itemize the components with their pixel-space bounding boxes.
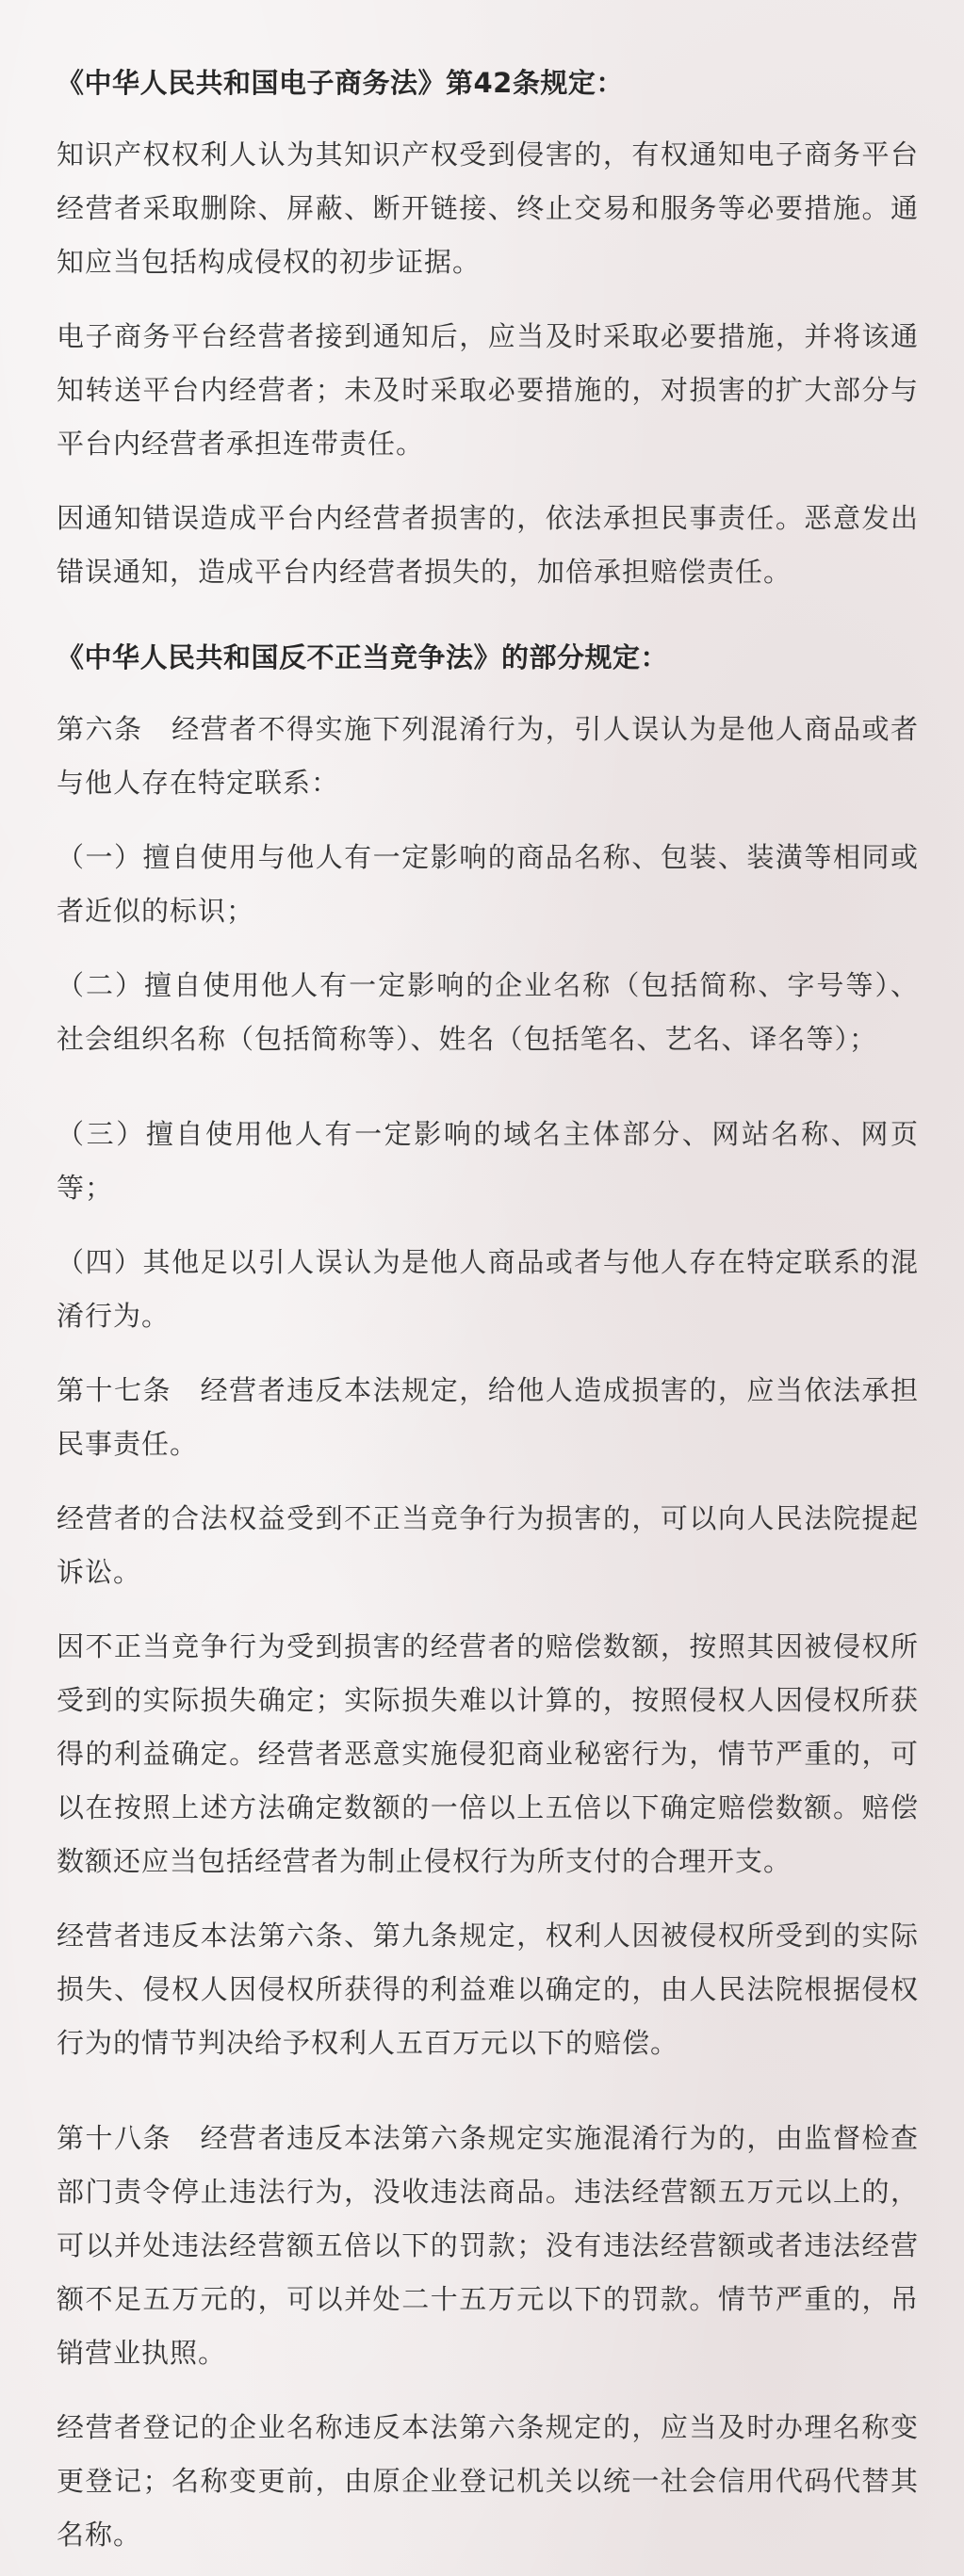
section-heading: 《中华人民共和国反不正当竞争法》的部分规定：: [57, 641, 669, 673]
paragraph: 经营者登记的企业名称违反本法第六条规定的，应当及时办理名称变更登记；名称变更前，由原企业登记机关以统一社会信用代码代替其名称。: [57, 2411, 919, 2551]
article-18: 第十八条 经营者违反本法第六条规定实施混淆行为的，由监督检查部门责令停止违法行为，没收违法商品。违法经营额五万元以上的，可以并处违法经营额五倍以下的罚款；没有违法经营额或者违法经营额不足五万元的，可以并处二十五万元以下的罚款。情节严重的，吊销营业执照。: [57, 2122, 919, 2369]
list-item: （一）擅自使用与他人有一定影响的商品名称、包装、装潢等相同或者近似的标识；: [57, 841, 919, 927]
paragraph: 经营者的合法权益受到不正当竞争行为损害的，可以向人民法院提起诉讼。: [57, 1502, 919, 1588]
article-6: 第六条 经营者不得实施下列混淆行为，引人误认为是他人商品或者与他人存在特定联系：: [57, 713, 919, 799]
paragraph: 经营者违反本法第六条、第九条规定，权利人因被侵权所受到的实际损失、侵权人因侵权所获得的利益难以确定的，由人民法院根据侵权行为的情节判决给予权利人五百万元以下的赔偿。: [57, 1920, 919, 2059]
paragraph: 知识产权权利人认为其知识产权受到侵害的，有权通知电子商务平台经营者采取删除、屏蔽、断开链接、终止交易和服务等必要措施。通知应当包括构成侵权的初步证据。: [57, 138, 919, 278]
section-ecommerce-law: [57, 58, 919, 599]
paragraph: 因通知错误造成平台内经营者损害的，依法承担民事责任。恶意发出错误通知，造成平台内经营者损失的，加倍承担赔偿责任。: [57, 502, 919, 588]
list-item: （三）擅自使用他人有一定影响的域名主体部分、网站名称、网页等；: [57, 1118, 919, 1204]
list-item: （四）其他足以引人误认为是他人商品或者与他人存在特定联系的混淆行为。: [57, 1246, 919, 1332]
article-17: 第十七条 经营者违反本法规定，给他人造成损害的，应当依法承担民事责任。: [57, 1374, 919, 1460]
paragraph: 因不正当竞争行为受到损害的经营者的赔偿数额，按照其因被侵权所受到的实际损失确定；实际损失难以计算的，按照侵权人因侵权所获得的利益确定。经营者恶意实施侵犯商业秘密行为，情节严重的，可以在按照上述方法确定数额的一倍以上五倍以下确定赔偿数额。赔偿数额还应当包括经营者为制止侵权行为所支付的合理开支。: [57, 1630, 919, 1877]
section-heading: 《中华人民共和国电子商务法》第42条规定：: [57, 67, 624, 99]
paragraph: 电子商务平台经营者接到通知后，应当及时采取必要措施，并将该通知转送平台内经营者；未及时采取必要措施的，对损害的扩大部分与平台内经营者承担连带责任。: [57, 320, 919, 460]
section-anti-unfair-competition-law: [57, 633, 919, 2562]
list-item: （二）擅自使用他人有一定影响的企业名称（包括简称、字号等）、社会组织名称（包括简称等）、姓名（包括笔名、艺名、译名等）；: [57, 969, 919, 1055]
